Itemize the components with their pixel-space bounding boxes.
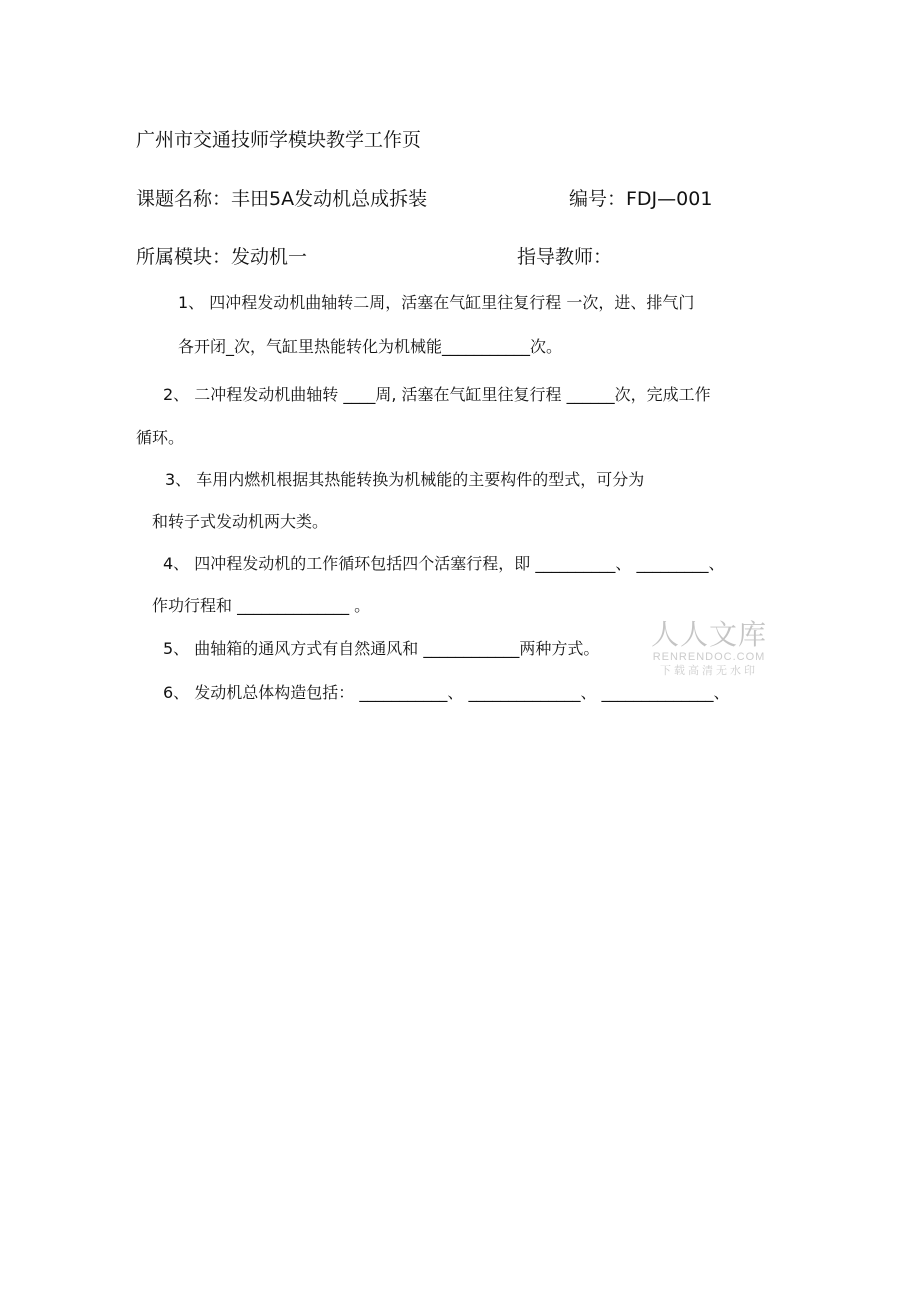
topic-name: 课题名称：丰田5A发动机总成拆装 <box>136 188 428 210</box>
module-name: 所属模块：发动机一 <box>136 246 308 268</box>
question-1-line-1: 1、 四冲程发动机曲轴转二周，活塞在气缸里往复行程 一次，进、排气门 <box>178 293 695 312</box>
watermark-domain: RENRENDOC.COM <box>652 650 766 663</box>
watermark-title: 人人文库 <box>650 618 767 651</box>
watermark-note: 下载高清无水印 <box>660 663 758 677</box>
document-title: 广州市交通技师学模块教学工作页 <box>136 129 422 151</box>
question-2-line-2: 循环。 <box>136 428 185 447</box>
question-4-line-1: 4、 四冲程发动机的工作循环包括四个活塞行程，即 __________、 _________、 <box>163 554 725 573</box>
question-5-line-1: 5、 曲轴箱的通风方式有自然通风和 ____________两种方式。 <box>163 639 600 658</box>
document-code: 编号：FDJ—001 <box>569 188 713 210</box>
watermark <box>646 620 772 678</box>
question-3-line-1: 3、 车用内燃机根据其热能转换为机械能的主要构件的型式，可分为 <box>165 470 645 489</box>
question-2-line-1: 2、 二冲程发动机曲轴转 ____周, 活塞在气缸里往复行程 ______次，完成工作 <box>163 385 711 404</box>
question-4-line-2: 作功行程和 ______________ 。 <box>152 596 371 615</box>
question-3-line-2: 和转子式发动机两大类。 <box>152 512 329 531</box>
question-6-line-1: 6、 发动机总体构造包括： ___________、 ______________、 ______________、 <box>163 683 730 702</box>
instructor-label: 指导教师： <box>517 246 613 268</box>
question-1-line-2: 各开闭_次，气缸里热能转化为机械能___________次。 <box>178 337 563 356</box>
